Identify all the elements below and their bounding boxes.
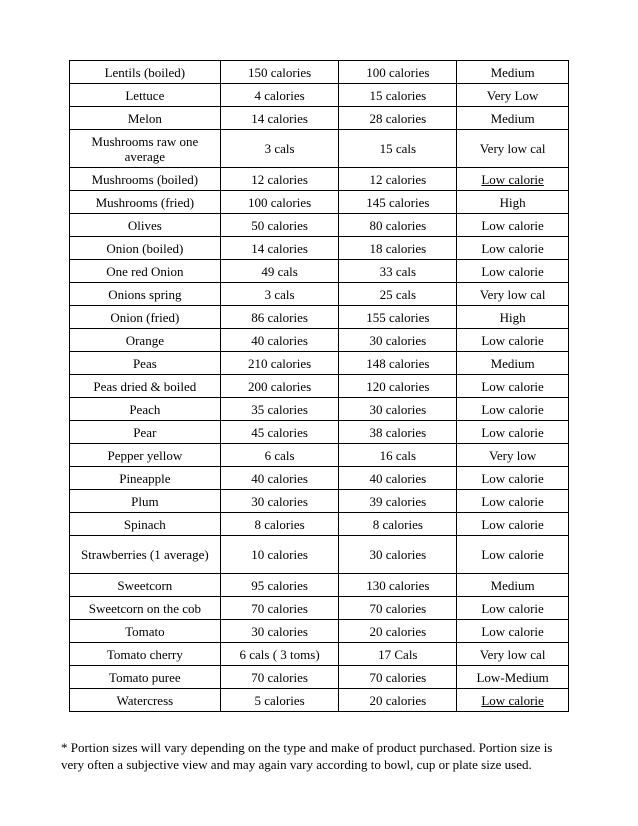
calories-cell: 33 cals (339, 260, 457, 283)
calories-cell: 70 calories (220, 597, 339, 620)
table-row (70, 643, 569, 666)
table-row (70, 283, 569, 306)
calories-cell: 35 calories (220, 398, 339, 421)
rating-cell: Medium (457, 352, 569, 375)
calories-cell: 70 calories (339, 597, 457, 620)
table-row (70, 689, 569, 712)
calories-cell: 70 calories (339, 666, 457, 689)
table-row (70, 130, 569, 168)
food-cell: Pear (70, 421, 221, 444)
rating-cell: Low calorie (457, 260, 569, 283)
table-row (70, 237, 569, 260)
food-cell: Onion (fried) (70, 306, 221, 329)
calories-cell: 6 cals ( 3 toms) (220, 643, 339, 666)
rating-cell: Low calorie (457, 689, 569, 712)
food-cell: Melon (70, 107, 221, 130)
table-row (70, 214, 569, 237)
food-cell: Tomato cherry (70, 643, 221, 666)
table-row (70, 490, 569, 513)
calorie-table-body (70, 61, 569, 712)
food-cell: Tomato (70, 620, 221, 643)
table-row (70, 61, 569, 84)
table-row (70, 421, 569, 444)
calories-cell: 8 calories (220, 513, 339, 536)
calories-cell: 210 calories (220, 352, 339, 375)
rating-cell: Medium (457, 574, 569, 597)
calories-cell: 10 calories (220, 536, 339, 574)
calories-cell: 28 calories (339, 107, 457, 130)
calories-cell: 40 calories (339, 467, 457, 490)
calories-cell: 148 calories (339, 352, 457, 375)
calories-cell: 18 calories (339, 237, 457, 260)
calories-cell: 25 cals (339, 283, 457, 306)
rating-cell: Medium (457, 61, 569, 84)
rating-cell: Low-Medium (457, 666, 569, 689)
calories-cell: 120 calories (339, 375, 457, 398)
calories-cell: 30 calories (339, 398, 457, 421)
rating-cell: Low calorie (457, 467, 569, 490)
calories-cell: 45 calories (220, 421, 339, 444)
calories-cell: 4 calories (220, 84, 339, 107)
rating-cell: Very low cal (457, 283, 569, 306)
calories-cell: 155 calories (339, 306, 457, 329)
food-cell: Olives (70, 214, 221, 237)
table-row (70, 306, 569, 329)
food-cell: One red Onion (70, 260, 221, 283)
food-cell: Mushrooms (fried) (70, 191, 221, 214)
calories-cell: 20 calories (339, 689, 457, 712)
calories-cell: 30 calories (339, 536, 457, 574)
table-row (70, 467, 569, 490)
calories-cell: 50 calories (220, 214, 339, 237)
calories-cell: 95 calories (220, 574, 339, 597)
calories-cell: 38 calories (339, 421, 457, 444)
table-row (70, 597, 569, 620)
calories-cell: 130 calories (339, 574, 457, 597)
table-row (70, 84, 569, 107)
calories-cell: 39 calories (339, 490, 457, 513)
calories-cell: 49 cals (220, 260, 339, 283)
calories-cell: 20 calories (339, 620, 457, 643)
rating-cell: High (457, 191, 569, 214)
food-cell: Spinach (70, 513, 221, 536)
table-row (70, 574, 569, 597)
calories-cell: 200 calories (220, 375, 339, 398)
calories-cell: 8 calories (339, 513, 457, 536)
calories-cell: 12 calories (339, 168, 457, 191)
food-cell: Sweetcorn on the cob (70, 597, 221, 620)
rating-cell: High (457, 306, 569, 329)
food-cell: Orange (70, 329, 221, 352)
food-cell: Tomato puree (70, 666, 221, 689)
rating-cell: Very low (457, 444, 569, 467)
food-cell: Strawberries (1 average) (70, 536, 221, 574)
calories-cell: 6 cals (220, 444, 339, 467)
table-row (70, 620, 569, 643)
rating-cell: Low calorie (457, 398, 569, 421)
rating-cell: Very low cal (457, 130, 569, 168)
calories-cell: 3 cals (220, 283, 339, 306)
rating-cell: Very low cal (457, 643, 569, 666)
calories-cell: 100 calories (339, 61, 457, 84)
calories-cell: 150 calories (220, 61, 339, 84)
calories-cell: 14 calories (220, 237, 339, 260)
food-cell: Peas dried & boiled (70, 375, 221, 398)
calories-cell: 12 calories (220, 168, 339, 191)
table-row (70, 666, 569, 689)
food-cell: Sweetcorn (70, 574, 221, 597)
rating-cell: Low calorie (457, 536, 569, 574)
food-cell: Pineapple (70, 467, 221, 490)
calories-cell: 15 calories (339, 84, 457, 107)
rating-cell: Low calorie (457, 421, 569, 444)
footnote: * Portion sizes will vary depending on the type and make of product purchased. Portion size is very often a subjective view and may again vary according to bowl, cup or plate size used. (61, 740, 553, 772)
table-row (70, 352, 569, 375)
calories-cell: 3 cals (220, 130, 339, 168)
food-cell: Lettuce (70, 84, 221, 107)
rating-cell: Low calorie (457, 620, 569, 643)
food-cell: Mushrooms (boiled) (70, 168, 221, 191)
calories-cell: 15 cals (339, 130, 457, 168)
rating-cell: Low calorie (457, 375, 569, 398)
rating-cell: Low calorie (457, 597, 569, 620)
table-row (70, 444, 569, 467)
calories-cell: 30 calories (220, 620, 339, 643)
food-cell: Onions spring (70, 283, 221, 306)
food-cell: Lentils (boiled) (70, 61, 221, 84)
rating-cell: Low calorie (457, 329, 569, 352)
table-row (70, 398, 569, 421)
rating-cell: Low calorie (457, 513, 569, 536)
calories-cell: 14 calories (220, 107, 339, 130)
calories-cell: 5 calories (220, 689, 339, 712)
table-row (70, 536, 569, 574)
table-row (70, 375, 569, 398)
calories-cell: 86 calories (220, 306, 339, 329)
rating-cell: Low calorie (457, 237, 569, 260)
food-cell: Pepper yellow (70, 444, 221, 467)
table-row (70, 107, 569, 130)
food-cell: Plum (70, 490, 221, 513)
food-cell: Onion (boiled) (70, 237, 221, 260)
food-cell: Watercress (70, 689, 221, 712)
calories-cell: 145 calories (339, 191, 457, 214)
calories-cell: 80 calories (339, 214, 457, 237)
table-row (70, 513, 569, 536)
rating-cell: Low calorie (457, 168, 569, 191)
table-row (70, 329, 569, 352)
food-cell: Peach (70, 398, 221, 421)
rating-cell: Low calorie (457, 214, 569, 237)
calories-cell: 30 calories (220, 490, 339, 513)
table-row (70, 260, 569, 283)
calories-cell: 16 cals (339, 444, 457, 467)
calories-cell: 40 calories (220, 329, 339, 352)
calorie-table (69, 60, 569, 712)
rating-cell: Very Low (457, 84, 569, 107)
calories-cell: 30 calories (339, 329, 457, 352)
calories-cell: 70 calories (220, 666, 339, 689)
calories-cell: 100 calories (220, 191, 339, 214)
food-cell: Mushrooms raw one average (70, 130, 221, 168)
food-cell: Peas (70, 352, 221, 375)
calories-cell: 17 Cals (339, 643, 457, 666)
table-row (70, 168, 569, 191)
rating-cell: Medium (457, 107, 569, 130)
rating-cell: Low calorie (457, 490, 569, 513)
table-row (70, 191, 569, 214)
calories-cell: 40 calories (220, 467, 339, 490)
